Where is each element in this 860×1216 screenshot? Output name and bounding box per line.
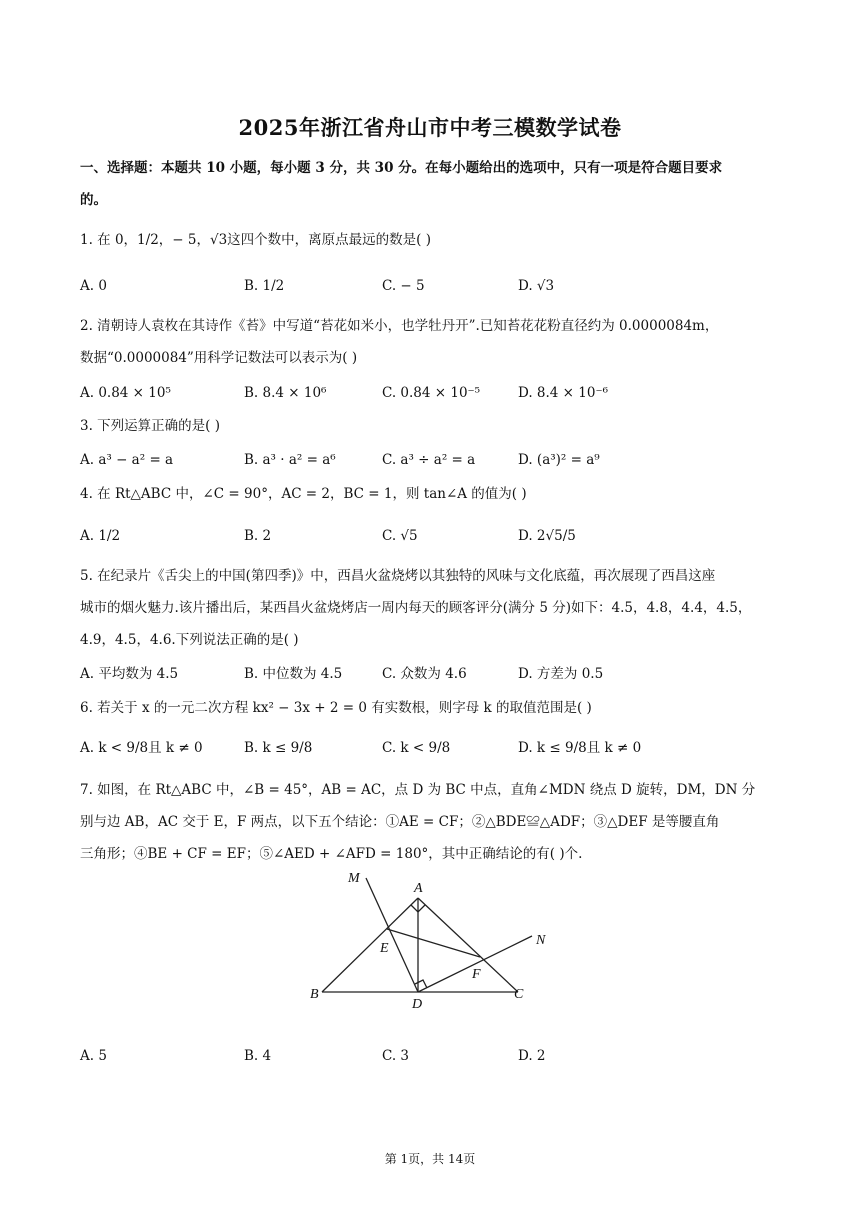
question-3-option-b: B. a³ · a² = a⁶ <box>244 452 336 468</box>
label-f: F <box>472 967 481 982</box>
question-5-stem-line3: 4.9，4.5，4.6.下列说法正确的是( ) <box>80 632 299 648</box>
question-7-option-c: C. 3 <box>382 1048 410 1064</box>
segment-ac <box>418 898 518 992</box>
question-7-option-d: D. 2 <box>518 1048 546 1064</box>
question-2-stem-line1: 2. 清朝诗人袁枚在其诗作《苔》中写道“苔花如米小，也学牡丹开”.已知苔花花粉直径约为 0.0000084m， <box>80 318 719 334</box>
question-5-stem-line2: 城市的烟火魅力.该片播出后，某西昌火盆烧烤店一周内每天的顾客评分(满分 5 分)如下：4.5，4.8，4.4，4.5， <box>80 600 752 616</box>
question-1-option-b: B. 1/2 <box>244 278 285 294</box>
geometry-figure <box>300 862 560 1022</box>
page-title: 2025年浙江省舟山市中考三模数学试卷 <box>238 115 622 140</box>
label-m: M <box>348 871 360 886</box>
label-b: B <box>310 987 319 1002</box>
question-1-option-c: C. − 5 <box>382 278 425 294</box>
question-5-option-b: B. 中位数为 4.5 <box>244 666 343 682</box>
label-n: N <box>536 933 546 948</box>
question-4-option-b: B. 2 <box>244 528 272 544</box>
section-heading-line1: 一、选择题：本题共 10 小题，每小题 3 分，共 30 分。在每小题给出的选项中，只有一项是符合题目要求 <box>80 160 723 176</box>
section-heading-line2: 的。 <box>80 192 107 208</box>
question-6-option-d: D. k ≤ 9/8且 k ≠ 0 <box>518 740 642 756</box>
question-5-stem-line1: 5. 在纪录片《舌尖上的中国(第四季)》中，西昌火盆烧烤以其独特的风味与文化底蕴，再次展现了西昌这座 <box>80 568 716 584</box>
label-c: C <box>514 987 524 1002</box>
question-3-stem: 3. 下列运算正确的是( ) <box>80 418 220 434</box>
question-7-option-a: A. 5 <box>80 1048 107 1064</box>
question-5-option-d: D. 方差为 0.5 <box>518 666 604 682</box>
question-1-option-d: D. √3 <box>518 278 555 294</box>
question-6-option-a: A. k < 9/8且 k ≠ 0 <box>80 740 203 756</box>
question-2-option-a: A. 0.84 × 10⁵ <box>80 385 171 401</box>
label-d: D <box>412 997 423 1012</box>
page-footer: 第 1页，共 14页 <box>384 1152 476 1166</box>
question-1-stem: 1. 在 0，1/2，− 5，√3这四个数中，离原点最远的数是( ) <box>80 232 431 248</box>
question-2-option-d: D. 8.4 × 10⁻⁶ <box>518 385 609 401</box>
question-3-option-c: C. a³ ÷ a² = a <box>382 452 476 468</box>
question-4-option-a: A. 1/2 <box>80 528 121 544</box>
question-2-option-b: B. 8.4 × 10⁶ <box>244 385 327 401</box>
label-a: A <box>414 881 423 896</box>
question-6-option-c: C. k < 9/8 <box>382 740 451 756</box>
question-7-option-b: B. 4 <box>244 1048 272 1064</box>
question-5-option-c: C. 众数为 4.6 <box>382 666 467 682</box>
question-2-option-c: C. 0.84 × 10⁻⁵ <box>382 385 481 401</box>
segment-dm <box>366 878 418 992</box>
question-7-stem-line3: 三角形；④BE + CF = EF；⑤∠AED + ∠AFD = 180°，其中正确结论的有( )个. <box>80 846 583 862</box>
question-5-option-a: A. 平均数为 4.5 <box>80 666 179 682</box>
question-3-option-d: D. (a³)² = a⁹ <box>518 452 600 468</box>
question-2-stem-line2: 数据“0.0000084”用科学记数法可以表示为( ) <box>80 350 358 366</box>
question-4-stem: 4. 在 Rt△ABC 中，∠C = 90°，AC = 2，BC = 1，则 tan∠A 的值为( ) <box>80 486 527 502</box>
question-4-option-d: D. 2√5/5 <box>518 528 576 544</box>
question-3-option-a: A. a³ − a² = a <box>80 452 174 468</box>
label-e: E <box>380 941 389 956</box>
right-angle-mark-d <box>415 980 427 988</box>
segment-dn <box>418 936 532 992</box>
question-7-stem-line2: 别与边 AB，AC 交于 E，F 两点，以下五个结论：①AE = CF；②△BDE≌△ADF；③△DEF 是等腰直角 <box>80 814 720 830</box>
question-4-option-c: C. √5 <box>382 528 418 544</box>
question-1-option-a: A. 0 <box>80 278 107 294</box>
question-6-stem: 6. 若关于 x 的一元二次方程 kx² − 3x + 2 = 0 有实数根，则字母 k 的取值范围是( ) <box>80 700 592 716</box>
question-7-stem-line1: 7. 如图，在 Rt△ABC 中，∠B = 45°，AB = AC，点 D 为 BC 中点，直角∠MDN 绕点 D 旋转，DM，DN 分 <box>80 782 756 798</box>
question-6-option-b: B. k ≤ 9/8 <box>244 740 313 756</box>
segment-ab <box>322 898 418 992</box>
